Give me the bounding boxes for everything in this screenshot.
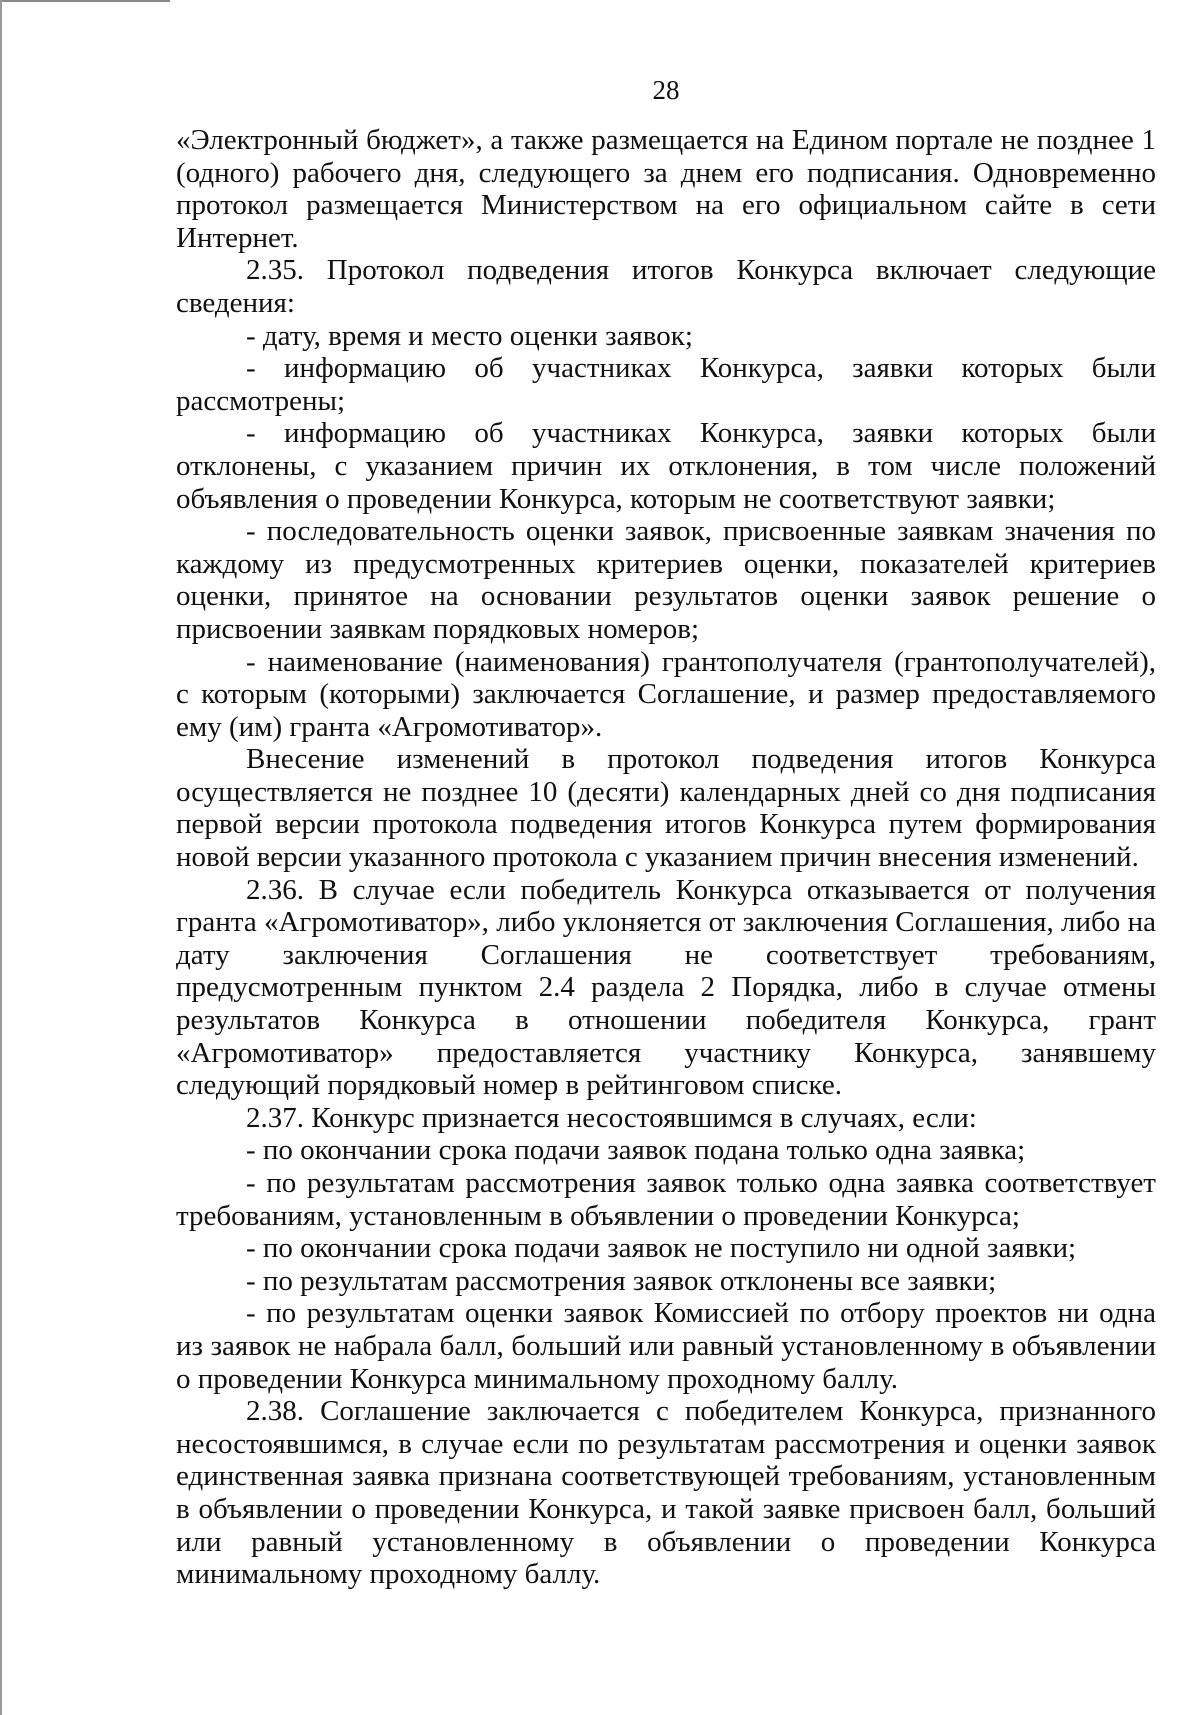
list-item: - наименование (наименования) грантополучателя (грантополучателей), с которым (которыми) заключается Соглашение, и размер предоставляемого ему (им) гранта «Агромотиватор». — [176, 645, 1156, 743]
list-item: - последовательность оценки заявок, присвоенные заявкам значения по каждому из предусмотренных критериев оценки, показателей критериев оценки, принятое на основании результатов оценки заявок решение о присвоении заявкам порядковых номеров; — [176, 515, 1156, 645]
paragraph-2-35: 2.35. Протокол подведения итогов Конкурса включает следующие сведения: — [176, 254, 1156, 319]
list-item: - информацию об участниках Конкурса, заявки которых были рассмотрены; — [176, 352, 1156, 417]
list-item: - по результатам рассмотрения заявок только одна заявка соответствует требованиям, установленным в объявлении о проведении Конкурса; — [176, 1167, 1156, 1232]
list-item: - дату, время и место оценки заявок; — [246, 319, 693, 352]
scan-edge-top — [0, 0, 170, 2]
paragraph-protocol-changes: Внесение изменений в протокол подведения итогов Конкурса осуществляется не позднее 10 (десяти) календарных дней со дня подписания первой версии протокола подведения итогов Конкурса путем формирования новой версии указанного протокола с указанием причин внесения изменений. — [176, 743, 1156, 874]
paragraph-2-37: 2.37. Конкурс признается несостоявшимся в случаях, если: — [246, 1101, 977, 1134]
list-item: - по результатам рассмотрения заявок отклонены все заявки; — [246, 1264, 997, 1297]
document-page — [176, 70, 1156, 1591]
list-item: - информацию об участниках Конкурса, заявки которых были отклонены, с указанием причин их отклонения, в том числе положений объявления о проведении Конкурса, которым не соответствуют заявки; — [176, 417, 1156, 515]
paragraph-protocol-publication: «Электронный бюджет», а также размещается на Едином портале не позднее 1 (одного) рабочего дня, следующего за днем его подписания. Одновременно протокол размещается Министерством на его официальном сайте в сети Интернет. — [176, 124, 1156, 254]
page-number: 28 — [652, 75, 680, 105]
list-item: - по окончании срока подачи заявок не поступило ни одной заявки; — [246, 1232, 1077, 1265]
paragraph-2-38: 2.38. Соглашение заключается с победителем Конкурса, признанного несостоявшимся, в случае если по результатам рассмотрения и оценки заявок единственная заявка признана соответствующей требованиям, установленным в объявлении о проведении Конкурса, и такой заявке присвоен балл, больший или равный установленному в объявлении о проведении Конкурса минимальному проходному баллу. — [176, 1395, 1156, 1591]
paragraph-2-36: 2.36. В случае если победитель Конкурса отказывается от получения гранта «Агромотиватор», либо уклоняется от заключения Соглашения, либо на дату заключения Соглашения не соответствует требованиям, предусмотренным пунктом 2.4 раздела 2 Порядка, либо в случае отмены результатов Конкурса в отношении победителя Конкурса, грант «Агромотиватор» предоставляется участнику Конкурса, занявшему следующий порядковый номер в рейтинговом списке. — [176, 873, 1156, 1102]
scan-edge-left — [0, 0, 2, 1715]
list-item: - по результатам оценки заявок Комиссией по отбору проектов ни одна из заявок не набрала балл, больший или равный установленному в объявлении о проведении Конкурса минимальному проходному баллу. — [176, 1297, 1156, 1395]
list-item: - по окончании срока подачи заявок подана только одна заявка; — [246, 1134, 1026, 1167]
